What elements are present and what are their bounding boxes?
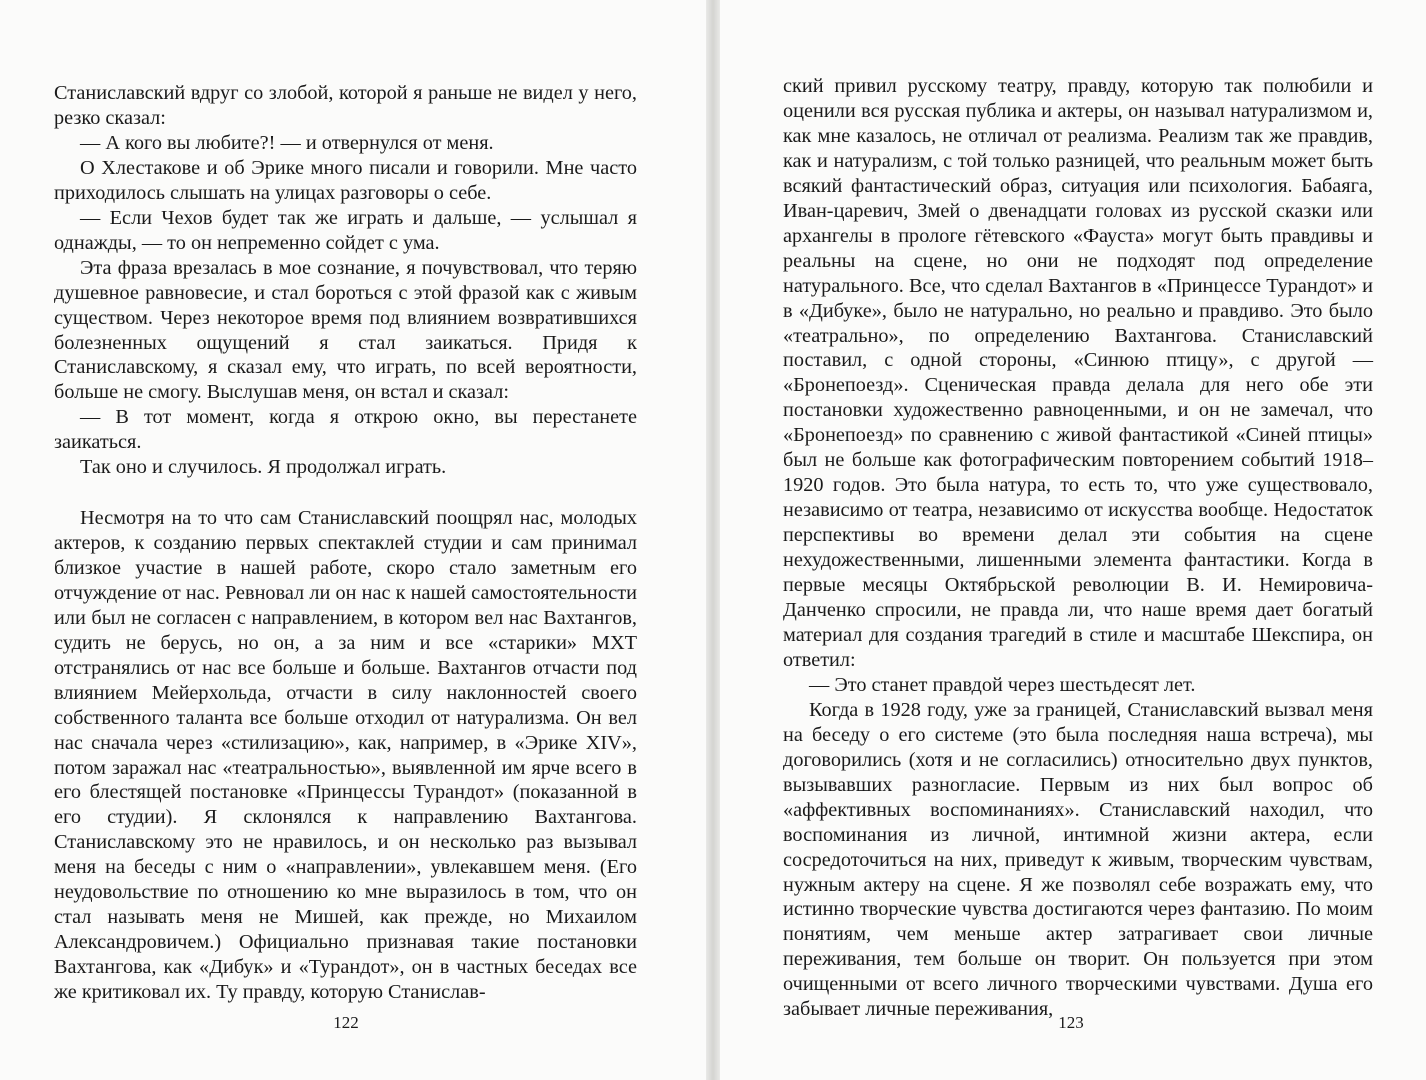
book-gutter — [706, 0, 720, 1080]
paragraph: Эта фраза врезалась в мое сознание, я почувствовал, что теряю душевное равновесие, и стал бороться с этой фразой как с живым существом. Через некоторое время под влиянием возвратившихся болезненных ощущений я стал заикаться. Придя к Станиславскому, я сказал ему, что играть, по всей вероятности, больше не смогу. Выслушав меня, он встал и сказал: — [54, 256, 637, 404]
left-page — [0, 0, 706, 1080]
paragraph: — В тот момент, когда я открою окно, вы перестанете заикаться. — [54, 406, 637, 454]
right-text-block-1 — [783, 74, 1373, 1022]
paragraph: Несмотря на то что сам Станиславский поощрял нас, молодых актеров, к созданию первых спектаклей студии и сам принимал близкое участие в нашей работе, скоро стало заметным его отчуждение от нас. Ревновал ли он нас к нашей самостоятельности или был не согласен с направлением, в котором вел нас Вахтангов, судить не берусь, но он, а за ним и все «старики» МХТ отстранялись от нас все больше и больше. Вахтангов отчасти под влиянием Мейерхольда, отчасти в силу наклонностей своего собственного таланта все больше отходил от натурализма. Он вел нас сначала через «стилизацию», как, например, в «Эрике XIV», потом заражал нас «театральностью», выявленной им ярче всего в его блестящей постановке «Принцессы Турандот» (показанной в его студии). Я склонялся к направлению Вахтангова. Станиславскому это не нравилось, и он несколько раз вызывал меня на беседы с ним о «направлении», увлекавшем меня. (Его неудовольствие по отношению ко мне выразилось в том, что он стал называть меня не Мишей, как прежде, но Михаилом Александровичем.) Официально признавая такие постановки Вахтангова, как «Дибук» и «Турандот», он в частных беседах все же критиковал их. Ту правду, которую Станислав- — [54, 507, 637, 1004]
paragraph: Когда в 1928 году, уже за границей, Станиславский вызвал меня на беседу о его системе (это была последняя наша встреча), мы договорились (хотя и не согласились) относительно двух пунктов, вызывавших разногласие. Первым из них был вопрос об «аффективных воспоминаниях». Станиславский находил, что воспоминания из личной, интимной жизни актера, если сосредоточиться на них, приведут к живым, творческим чувствам, нужным актеру на сцене. Я же позволял себе возражать ему, что истинно творческие чувства достигаются через фантазию. По моим понятиям, чем меньше актер затрагивает свои личные переживания, тем больше он творит. Он пользуется при этом очищенными от всего личного творческими чувствами. Душа его забывает личные переживания, — [783, 698, 1373, 1021]
paragraph: Станиславский вдруг со злобой, которой я раньше не видел у него, резко сказал: — [54, 82, 637, 129]
page-number: 123 — [1058, 1013, 1084, 1032]
paragraph: Так оно и случилось. Я продолжал играть. — [80, 456, 447, 479]
paragraph: — Это станет правдой через шестьдесят лет. — [809, 673, 1196, 696]
paragraph: — Если Чехов будет так же играть и дальше, — услышал я однажды, — то он непременно сойдет с ума. — [54, 206, 637, 254]
right-page — [720, 0, 1426, 1080]
left-text-block-2 — [54, 506, 637, 1005]
left-text-block-1 — [54, 81, 637, 480]
paragraph: ский привил русскому театру, правду, которую так полюбили и оценили вся русская публика и актеры, он называл натурализмом и, как мне казалось, не отличал от реализма. Реализм так же правдив, как и натурализм, с той только разницей, что реальным может быть всякий фантастический образ, ситуация или психология. Бабаяга, Иван-царевич, Змей о двенадцати головах из русской сказки или архангелы в прологе гётевского «Фауста» могут быть правдивы и реальны на сцене, но они не подходят под определение натурального. Все, что сделал Вахтангов в «Принцессе Турандот» и в «Дибуке», было не натурально, но реально и правдиво. Это было «театрально», по определению Вахтангова. Станиславский поставил, с одной стороны, «Синюю птицу», с другой — «Бронепоезд». Сценическая правда делала для него обе эти постановки художественно равноценными, и он не замечал, что «Бронепоезд» по сравнению с живой фантастикой «Синей птицы» был не больше как фотографическим повторением событий 1918–1920 годов. Это была натура, то есть то, что уже существовало, независимо от театра, независимо от искусства вообще. Недостаток перспективы во времени делал эти события на сцене нехудожественными, лишенными элемента фантастики. Когда в первые месяцы Октябрьской революции В. И. Немировича-Данченко спросили, не правда ли, что наше время дает богатый материал для создания трагедий в стиле и масштабе Шекспира, он ответил: — [783, 75, 1373, 671]
page-number: 122 — [333, 1013, 359, 1032]
paragraph: — А кого вы любите?! — и отвернулся от меня. — [80, 131, 494, 154]
paragraph: О Хлестакове и об Эрике много писали и говорили. Мне часто приходилось слышать на улицах разговоры о себе. — [54, 156, 637, 204]
